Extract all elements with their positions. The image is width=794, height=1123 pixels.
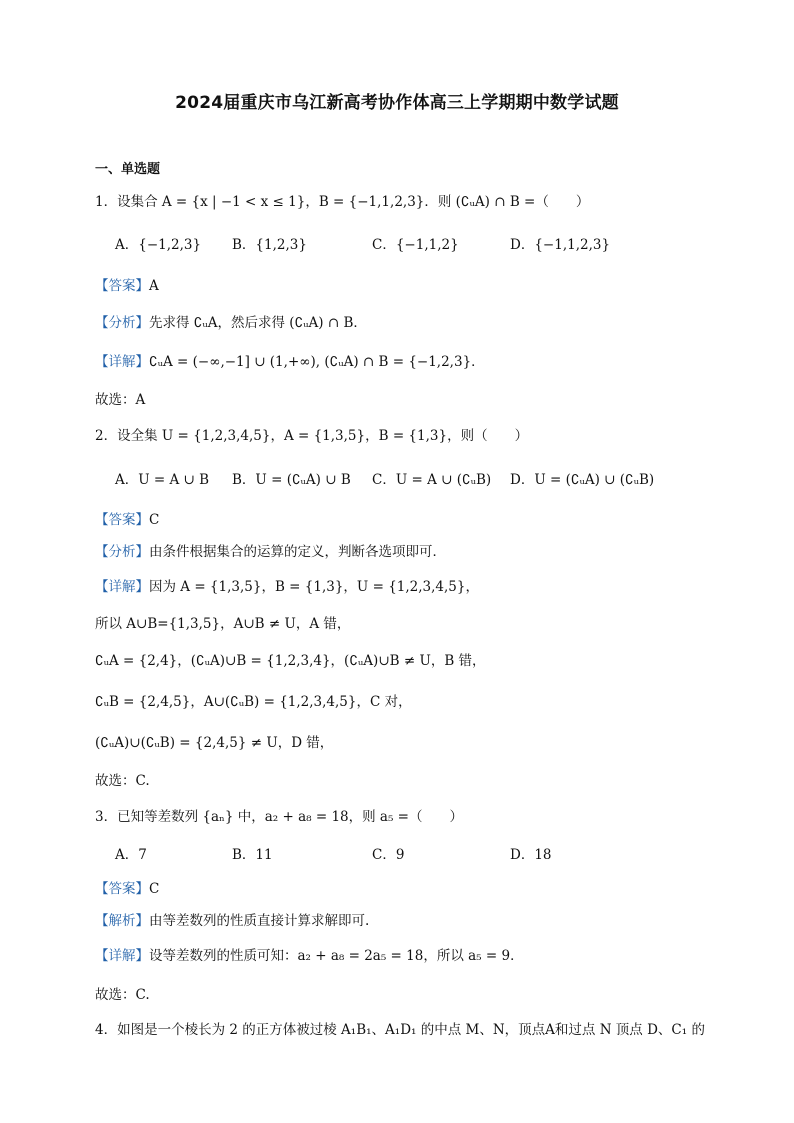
q2-option-c[interactable]: C．U = A ∪ (∁ᵤB) [372, 472, 492, 488]
q3-detail [95, 946, 524, 966]
answer-tag: 【答案】 [95, 512, 149, 528]
answer-value: C [149, 881, 160, 897]
q1-analysis [95, 313, 367, 333]
detail-text: 设等差数列的性质可知：a₂ + a₈ = 2a₅ = 18，所以 a₅ = 9． [149, 948, 524, 964]
q3-choose: 故选：C. [95, 987, 150, 1003]
q2-line-3: ∁ᵤB = {2,4,5}，A∪(∁ᵤB) = {1,2,3,4,5}，C 对， [95, 694, 412, 710]
q1-answer [95, 276, 159, 296]
q3-answer [95, 879, 159, 899]
analysis-text: 由条件根据集合的运算的定义，判断各选项即可． [149, 544, 446, 560]
detail-tag: 【详解】 [95, 579, 149, 595]
answer-tag: 【答案】 [95, 881, 149, 897]
q2-option-d[interactable]: D．U = (∁ᵤA) ∪ (∁ᵤB) [510, 472, 655, 488]
q3-option-c[interactable]: C．9 [372, 847, 405, 863]
q2-analysis [95, 542, 446, 562]
analysis-tag: 【分析】 [95, 315, 149, 331]
q2-answer [95, 510, 159, 530]
analysis-text: 由等差数列的性质直接计算求解即可. [149, 913, 370, 929]
q1-option-a[interactable]: A．{−1,2,3} [115, 237, 202, 253]
q2-line-1: 所以 A∪B={1,3,5}，A∪B ≠ U，A 错， [95, 616, 351, 632]
answer-tag: 【答案】 [95, 278, 149, 294]
analysis-tag: 【解析】 [95, 913, 149, 929]
detail-text: ∁ᵤA = (−∞,−1] ∪ (1,+∞), (∁ᵤA) ∩ B = {−1,2,3}． [149, 354, 485, 370]
detail-tag: 【详解】 [95, 948, 149, 964]
q1-stem: 1．设集合 A = {x | −1 < x ≤ 1}，B = {−1,1,2,3}．则 (∁ᵤA) ∩ B =（ ） [95, 194, 590, 210]
q1-option-b[interactable]: B．{1,2,3} [232, 237, 307, 253]
q4-stem: 4．如图是一个棱长为 2 的正方体被过棱 A₁B₁、A₁D₁ 的中点 M、N，顶点A和过点 N 顶点 D、C₁ 的 [95, 1022, 705, 1038]
analysis-tag: 【分析】 [95, 544, 149, 560]
q2-detail [95, 577, 479, 597]
q1-detail [95, 352, 485, 372]
detail-tag: 【详解】 [95, 354, 149, 370]
page-title: 2024届重庆市乌江新高考协作体高三上学期期中数学试题 [175, 93, 619, 113]
q2-line-4: (∁ᵤA)∪(∁ᵤB) = {2,4,5} ≠ U，D 错， [95, 735, 334, 751]
section-heading: 一、单选题 [95, 162, 161, 177]
q3-stem: 3．已知等差数列 {aₙ} 中，a₂ + a₈ = 18，则 a₅ =（ ） [95, 809, 463, 825]
answer-value: C [149, 512, 160, 528]
q1-option-d[interactable]: D．{−1,1,2,3} [510, 237, 611, 253]
detail-text: 因为 A = {1,3,5}，B = {1,3}，U = {1,2,3,4,5}， [149, 579, 479, 595]
q3-analysis [95, 911, 369, 931]
answer-value: A [149, 278, 159, 294]
q2-option-b[interactable]: B．U = (∁ᵤA) ∪ B [232, 472, 351, 488]
q1-option-c[interactable]: C．{−1,1,2} [372, 237, 459, 253]
q3-option-b[interactable]: B．11 [232, 847, 273, 863]
q2-line-2: ∁ᵤA = {2,4}，(∁ᵤA)∪B = {1,2,3,4}，(∁ᵤA)∪B ≠ U，B 错， [95, 653, 486, 669]
q2-option-a[interactable]: A．U = A ∪ B [115, 472, 210, 488]
q2-stem: 2．设全集 U = {1,2,3,4,5}，A = {1,3,5}，B = {1,3}，则（ ） [95, 428, 529, 444]
q2-choose: 故选：C. [95, 773, 150, 789]
q1-choose: 故选：A [95, 392, 146, 408]
analysis-text: 先求得 ∁ᵤA，然后求得 (∁ᵤA) ∩ B． [149, 315, 367, 331]
q3-option-d[interactable]: D．18 [510, 847, 552, 863]
q3-option-a[interactable]: A．7 [115, 847, 147, 863]
